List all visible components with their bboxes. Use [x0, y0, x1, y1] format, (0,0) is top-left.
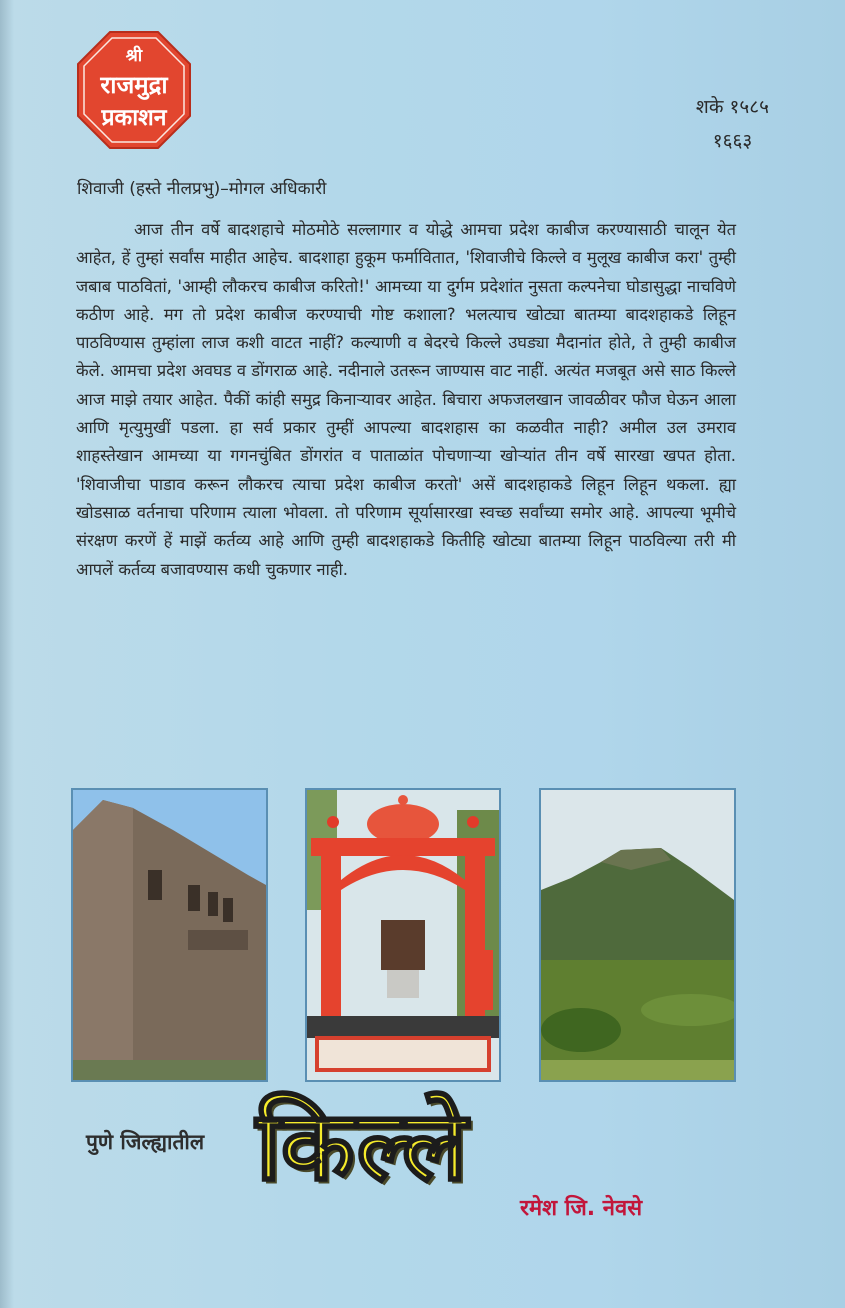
memorial-photo [305, 788, 501, 1082]
quote-heading: शिवाजी (हस्ते नीलप्रभु)–मोगल अधिकारी [77, 179, 327, 199]
hill-fort-photo [539, 788, 736, 1082]
spine-shadow [0, 0, 14, 1308]
publisher-logo [76, 30, 192, 150]
quote-paragraph: आज तीन वर्षे बादशहाचे मोठमोठे सल्लागार व योद्धे आमचा प्रदेश काबीज करण्यासाठी चालून येत आहेत, हें तुम्हां सर्वांस माहीत आहेच. बादशाहा हुकूम फर्मावितात, 'शिवाजीचे किल्ले व मुलूख काबीज करा' तुम्ही जबाब पाठवितां, 'आम्ही लौकरच काबीज करितो!' आमच्या या दुर्गम प्रदेशांत नुसता कल्पनेचा घोडासुद्धा नाचविणे कठीण आहे. मग तो प्रदेश काबीज करण्याची गोष्ट कशाला? भलत्याच खोट्या बातम्या बादशहाकडे लिहून पाठविण्यास तुम्हांला लाज कशी वाटत नाहीं? कल्याणी व बेदरचे किल्ले उघड्या मैदानांत होते, ते तुम्ही काबीज केले. आमचा प्रदेश अवघड व डोंगराळ आहे. नदीनाले उतरून जाण्यास वाट नाहीं. अत्यंत मजबूत असे साठ किल्ले आज माझे तयार आहेत. पैकीं कांही समुद्र किनाऱ्यावर आहेत. बिचारा अफजलखान जावळीवर फौज घेऊन आला आणि मृत्युमुखीं पडला. हा सर्व प्रकार तुम्हीं आपल्या बादशहास का कळवीत नाही? अमील उल उमराव शाहस्तेखान आमच्या या गगनचुंबित डोंगरांत व पाताळांत पोचणाऱ्या खोऱ्यांत तीन वर्षे सारखा खपत होता. 'शिवाजीचा पाडाव करून लौकरच त्याचा प्रदेश काबीज करतो' असें बादशहाकडे लिहून लिहून थकला. ह्या खोडसाळ वर्तनाचा परिणाम त्याला भोवला. तो परिणाम सूर्यासारखा स्वच्छ सर्वांच्या समोर आहे. आपल्या भूमीचे संरक्षण करणें हें माझें कर्तव्य आहे आणि तुम्ही बादशहाकडे कितीहि खोट्या बातम्या लिहून पाठविल्या तरी मी आपलें कर्तव्य बजावण्यास कधी चुकणार नाही. [76, 220, 736, 579]
district-label: पुणे जिल्ह्यातील [86, 1130, 205, 1154]
saka-year: शके १५८५ [695, 96, 769, 118]
tower-photo [71, 788, 268, 1082]
ad-year: १६६३ [712, 130, 753, 152]
author-name: रमेश जि. नेवसे [520, 1196, 643, 1221]
logo-line2: राजमुद्रा [100, 71, 168, 99]
year-block [696, 90, 769, 158]
logo-line1: श्री [125, 46, 143, 66]
logo-line3: प्रकाशन [101, 105, 167, 131]
book-title: किल्ले [256, 1090, 469, 1202]
